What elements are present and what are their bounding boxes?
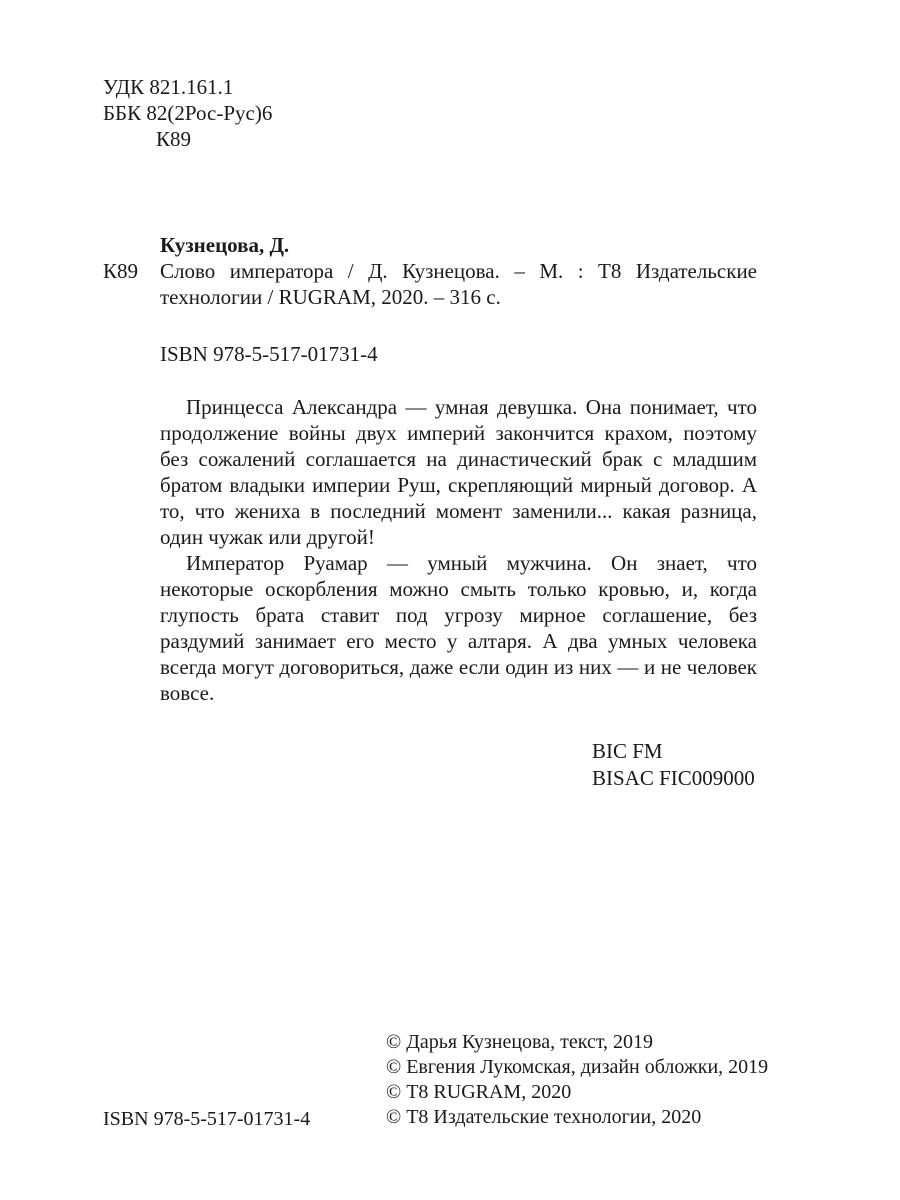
annotation-paragraph: Принцесса Александра — умная девушка. Она понимает, что продолжение войны двух империй закончится крахом, поэтому без сожалений соглашается на династический брак с младшим братом владыки империи Руш, скрепляющий мирный договор. А то, что жениха в последний момент заменили... какая разница, один чужак или другой! [160, 395, 757, 549]
copyright-line: © Евгения Лукомская, дизайн обложки, 2019 [386, 1056, 769, 1078]
bic-code: BIC FM [592, 739, 663, 763]
annotation-paragraph: Император Руамар — умный мужчина. Он знает, что некоторые оскорбления можно смыть только кровью, и, когда глупость брата ставит под угрозу мирное соглашение, без раздумий занимает его место у алтаря. А два умных человека всегда могут договориться, даже если один из них — и не человек вовсе. [160, 551, 757, 705]
bibliographic-description [160, 258, 757, 310]
author-mark-top: К89 [156, 127, 192, 151]
annotation [160, 394, 757, 706]
copyright-block [386, 1030, 786, 1130]
copyright-line: © Т8 RUGRAM, 2020 [386, 1081, 572, 1103]
bbk-code: ББК 82(2Рос-Рус)6 [103, 101, 273, 125]
author-name: Кузнецова, Д. [160, 233, 290, 257]
bisac-code: BISAC FIC009000 [592, 766, 755, 790]
isbn-main: ISBN 978-5-517-01731-4 [160, 342, 378, 366]
bib-line: технологии / RUGRAM, 2020. – 316 с. [160, 285, 501, 309]
author-mark-left: К89 [103, 259, 139, 283]
copyright-line: © Дарья Кузнецова, текст, 2019 [386, 1031, 654, 1053]
bib-line: Слово императора / Д. Кузнецова. – М. : Т8 Издательские [160, 259, 757, 283]
udk-code: УДК 821.161.1 [103, 75, 234, 99]
copyright-line: © Т8 Издательские технологии, 2020 [386, 1106, 702, 1128]
isbn-footer: ISBN 978-5-517-01731-4 [103, 1108, 311, 1130]
